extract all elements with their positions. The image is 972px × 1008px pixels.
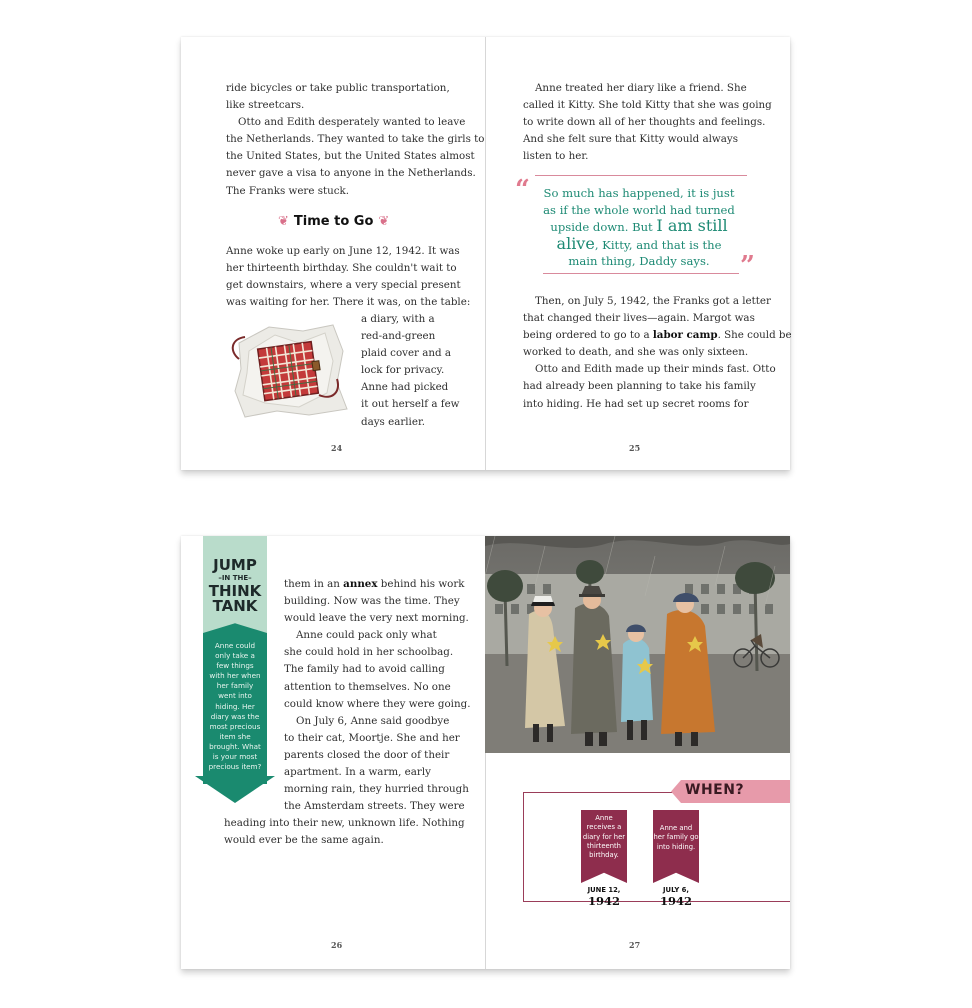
text-line: the Amsterdam streets. They were [284, 800, 465, 813]
event-text: Anne receives a diary for her thirteenth birthday. [582, 814, 626, 860]
text-line: plaid cover and a [361, 347, 452, 360]
banner-text: Anne could only take a few things with her when her family went into hiding. Her diary was the most precious item she brought. What is your most precious item? [208, 641, 262, 772]
quote-emphasis: alive [556, 233, 595, 253]
quote-rule-bottom [543, 273, 739, 274]
text-line: parents closed the door of their [284, 748, 450, 761]
text-line: called it Kitty. She told Kitty that she was going [523, 99, 772, 112]
text-line: could know where they were going. [284, 697, 471, 710]
quote-rule-top [535, 175, 747, 176]
page-25-top-text [523, 80, 772, 165]
quote-line: upside down. But I am still [550, 216, 728, 235]
heading-title: Time to Go [293, 214, 374, 229]
section-heading [278, 214, 389, 229]
text-line: Anne woke up early on June 12, 1942. It was [226, 245, 460, 257]
text-line: Anne had picked [361, 381, 449, 394]
text-line: heading into their new, unknown life. Nothing [224, 817, 465, 829]
page-26-body-end [224, 815, 465, 849]
spread-pages-26-27 [181, 536, 790, 969]
text-line: Otto and Edith desperately wanted to leave [238, 116, 466, 129]
when-label: WHEN? [685, 782, 745, 798]
text-line: to their cat, Moortje. She and her [284, 731, 460, 744]
glossary-term: labor camp [652, 329, 718, 342]
text-line: Anne treated her diary like a friend. She [535, 82, 747, 94]
text-line: had already been planning to take his family [523, 380, 756, 393]
text-line: worked to death, and she was only sixteen. [523, 346, 749, 359]
page-24-wrap-text [361, 311, 459, 431]
page-24-body [226, 243, 470, 311]
text-line: The Franks were stuck. [226, 184, 350, 197]
text-line: red-and-green [361, 330, 436, 343]
text-line: them in an annex behind his work [284, 578, 465, 590]
page-number: 26 [331, 940, 343, 950]
text-line: would leave the very next morning. [284, 612, 469, 625]
text-line: The family had to avoid calling [284, 663, 445, 676]
event-date: JULY 6, 1942 [659, 886, 692, 908]
text-line: ride bicycles or take public transportation, [226, 82, 450, 94]
page-24-top-text [226, 80, 485, 200]
text-line: never gave a visa to anyone in the Netherlands. [226, 167, 476, 180]
family-walking-image [485, 536, 790, 753]
text-line: that changed their lives—again. Margot was [523, 312, 755, 325]
text-line: apartment. In a warm, early [284, 766, 431, 779]
quote-line: alive, Kitty, and that is the [556, 233, 722, 253]
glossary-term: annex [343, 578, 378, 590]
text-line: listen to her. [523, 150, 589, 163]
text-line: it out herself a few [361, 398, 460, 411]
text-line: attention to themselves. No one [284, 680, 451, 693]
text-line: the Netherlands. They wanted to take the girls to [226, 133, 485, 146]
text-line: her thirteenth birthday. She couldn't wait to [226, 262, 457, 275]
text-line: a diary, with a [361, 313, 435, 325]
when-timeline [485, 776, 790, 916]
flourish-left-icon: ❦ [278, 214, 289, 229]
text-line: And she felt sure that Kitty would always [523, 133, 738, 146]
event-text: Anne and her family go into hiding. [653, 824, 699, 851]
text-line: On July 6, Anne said goodbye [296, 714, 450, 727]
text-line: Otto and Edith made up their minds fast. Otto [535, 363, 776, 376]
text-line: being ordered to go to a labor camp. She could be [523, 329, 792, 342]
quote-line: as if the whole world had turned [543, 202, 735, 217]
text-line: was waiting for her. There it was, on the table: [226, 296, 471, 309]
quote-text [537, 185, 741, 270]
text-line: morning rain, they hurried through [284, 783, 469, 796]
pull-quote [515, 175, 755, 281]
text-line: to write down all of her thoughts and feelings. [523, 116, 766, 129]
page-number: 27 [629, 940, 641, 950]
text-line: lock for privacy. [361, 364, 445, 377]
text-line: building. Now was the time. They [284, 595, 460, 608]
text-line: she could hold in her schoolbag. [284, 646, 454, 659]
quote-emphasis: I am still [656, 216, 728, 235]
text-line: Then, on July 5, 1942, the Franks got a letter [535, 295, 771, 307]
family-illustration [485, 536, 790, 753]
banner-title: JUMP –IN THE– THINK TANK [208, 556, 262, 615]
spread-pages-24-25 [181, 37, 790, 470]
text-line: like streetcars. [226, 99, 305, 112]
text-line: get downstairs, where a very special present [226, 279, 461, 292]
open-quote-icon: “ [515, 175, 530, 205]
page-number: 24 [331, 443, 343, 453]
banner-arrow-icon [195, 776, 275, 803]
text-line: Anne could pack only what [296, 629, 437, 642]
event-date: JUNE 12, 1942 [587, 886, 621, 908]
close-quote-icon: ” [740, 251, 755, 281]
text-line: would ever be the same again. [224, 834, 384, 847]
quote-line: main thing, Daddy says. [568, 254, 710, 268]
text-line: into hiding. He had set up secret rooms for [523, 397, 749, 410]
text-line: days earlier. [361, 415, 426, 428]
page-25-body [523, 293, 792, 413]
text-line: the United States, but the United States almost [226, 150, 475, 163]
gutter [485, 37, 486, 470]
flourish-right-icon: ❦ [378, 214, 390, 229]
diary-illustration [229, 321, 351, 419]
page-26-body [284, 576, 470, 815]
page-number: 25 [629, 443, 641, 453]
quote-line: So much has happened, it is just [543, 186, 735, 200]
